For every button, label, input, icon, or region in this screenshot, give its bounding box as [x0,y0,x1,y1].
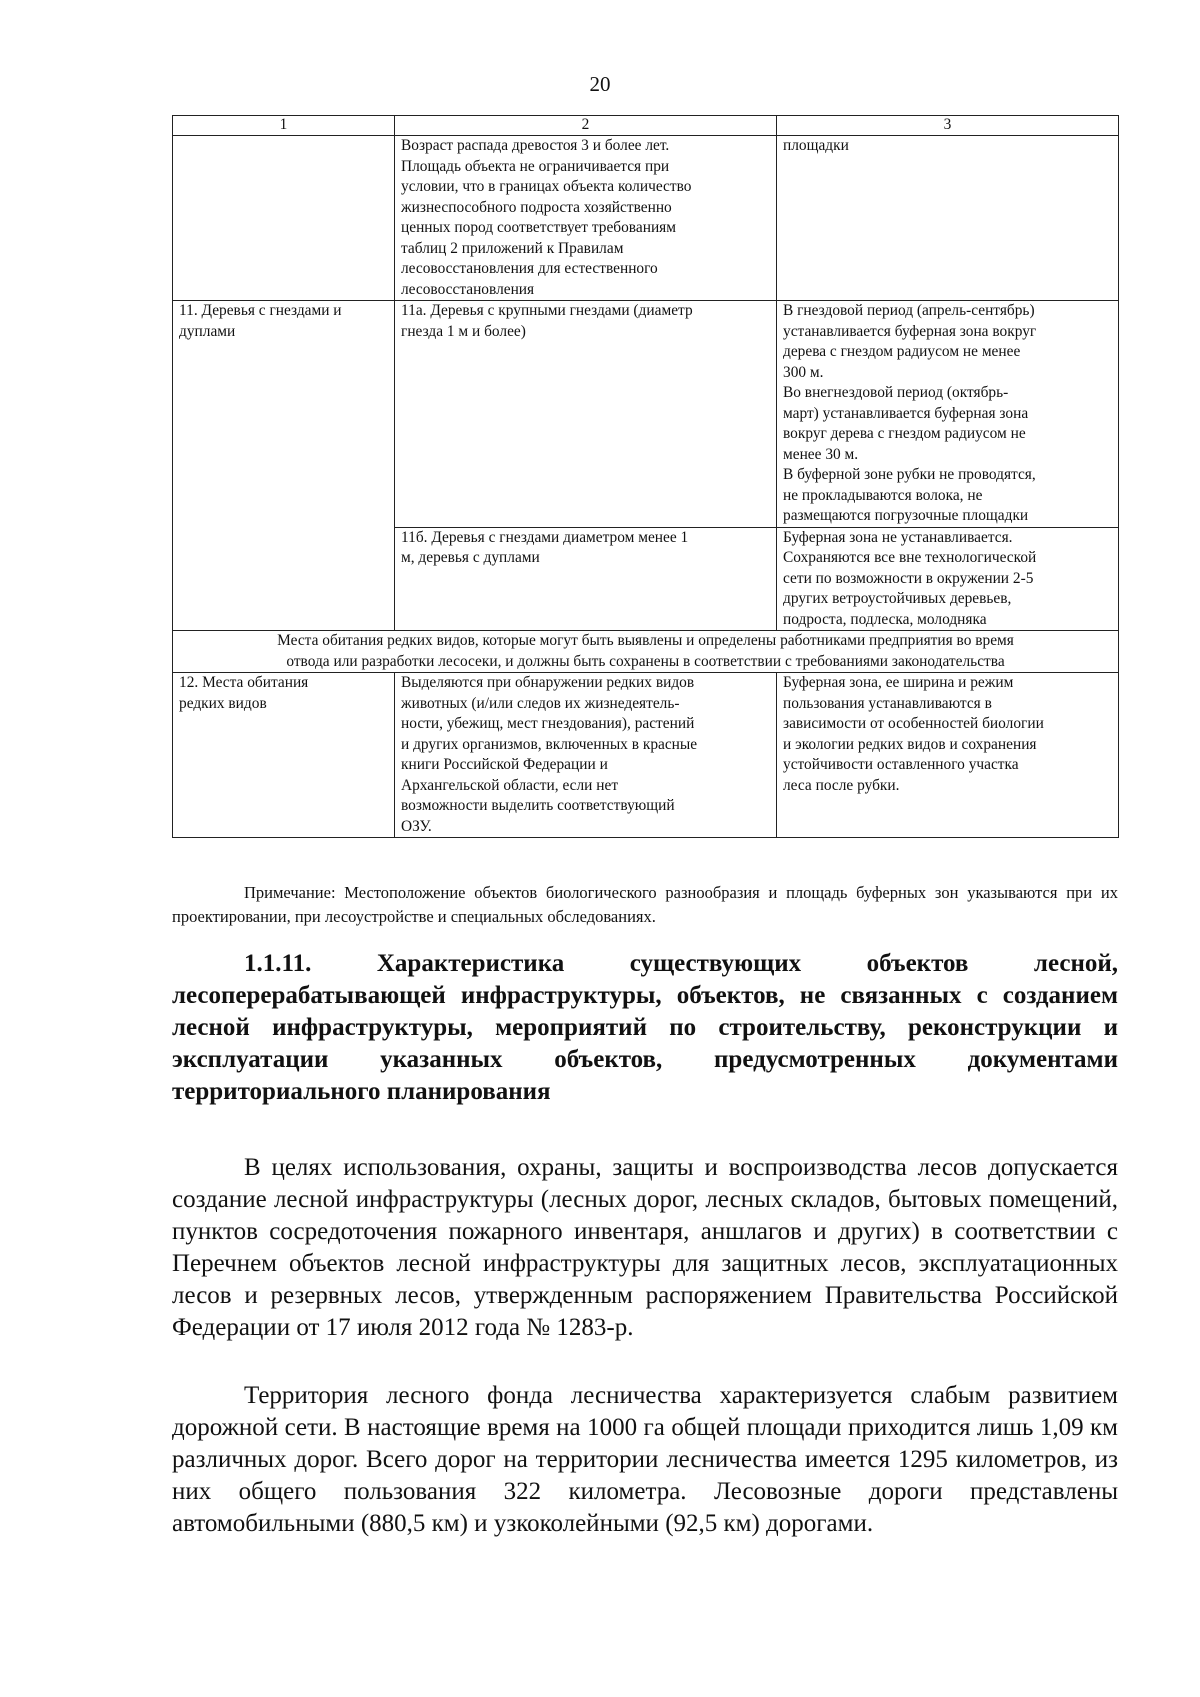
column-number-1: 1 [173,116,395,136]
cell-row11a-measures: В гнездовой период (апрель-сентябрь) устанавливается буферная зона вокруг дерева с гнездом радиусом не менее 300 м. Во внегнездовой период (октябрь- март) устанавливается буферная зона вокруг дерева с гнездом радиусом не менее 30 м. В буферной зоне рубки не проводятся, не прокладываются волока, не размещаются погрузочные площадки [777,301,1119,528]
table-section-header-row [173,631,1119,673]
cell-row12-measures: Буферная зона, ее ширина и режим пользования устанавливаются в зависимости от особенностей биологии и экологии редких видов и сохранения устойчивости оставленного участка леса после рубки. [777,673,1119,838]
biodiversity-table [172,115,1119,838]
table-row-continuation [173,136,1119,301]
table-row-11a [173,301,1119,528]
cell-continuation-object [173,136,395,301]
table-row-12 [173,673,1119,838]
cell-row11-object: 11. Деревья с гнездами и дуплами [173,301,395,631]
section-header-rare-species: Места обитания редких видов, которые могут быть выявлены и определены работниками предприятия во время отвода или разработки лесосеки, и должны быть сохранены в соответствии с требованиями законодательства [173,631,1119,673]
body-paragraph: В целях использования, охраны, защиты и воспроизводства лесов допускается создание лесной инфраструктуры (лесных дорог, лесных складов, бытовых помещений, пунктов сосредоточения пожарного инвентаря, аншлагов и других) в соответствии с Перечнем объектов лесной инфраструктуры для защитных лесов, эксплуатационных лесов и резервных лесов, утвержденным распоряжением Правительства Российской Федерации от 17 июля 2012 года № 1283-р. [172,1154,1118,1341]
table-header-row [173,116,1119,136]
cell-row12-criteria: Выделяются при обнаружении редких видов животных (и/или следов их жизнедеятель- ности, убежищ, мест гнездования), растений и других организмов, включенных в красные книги Российской Федерации и Архангельской области, если нет возможности выделить соответствующий ОЗУ. [395,673,777,838]
page-number: 20 [589,72,611,96]
cell-row11b-measures: Буферная зона не устанавливается. Сохраняются все вне технологической сети по возможности в окружении 2-5 других ветроустойчивых деревьев, подроста, подлеска, молодняка [777,527,1119,631]
cell-row11b-criteria: 11б. Деревья с гнездами диаметром менее 1 м, деревья с дуплами [395,527,777,631]
column-number-2: 2 [395,116,777,136]
cell-continuation-measures: площадки [777,136,1119,301]
column-number-3: 3 [777,116,1119,136]
body-paragraph: Территория лесного фонда лесничества характеризуется слабым развитием дорожной сети. В настоящие время на 1000 га общей площади приходится лишь 1,09 км различных дорог. Всего дорог на территории лесничества имеется 1295 километров, из них общего пользования 322 километра. Лесовозные дороги представлены автомобильными (880,5 км) и узкоколейными (92,5 км) дорогами. [172,1382,1118,1537]
cell-row12-object: 12. Места обитания редких видов [173,673,395,838]
cell-continuation-criteria: Возраст распада древостоя 3 и более лет. Площадь объекта не ограничивается при условии, что в границах объекта количество жизнеспособного подроста хозяйственно ценных пород соответствует требованиям таблиц 2 приложений к Правилам лесовосстановления для естественного лесовосстановления [395,136,777,301]
section-heading: 1.1.11. Характеристика существующих объектов лесной, лесоперерабатывающей инфраструктуры, объектов, не связанных с созданием лесной инфраструктуры, мероприятий по строительству, реконструкции и эксплуатации указанных объектов, предусмотренных документами территориального планирования [172,950,1118,1105]
table-note: Примечание: Местоположение объектов биологического разнообразия и площадь буферных зон указываются при их проектировании, при лесоустройстве и специальных обследованиях. [172,883,1118,926]
cell-row11a-criteria: 11а. Деревья с крупными гнездами (диаметр гнезда 1 м и более) [395,301,777,528]
